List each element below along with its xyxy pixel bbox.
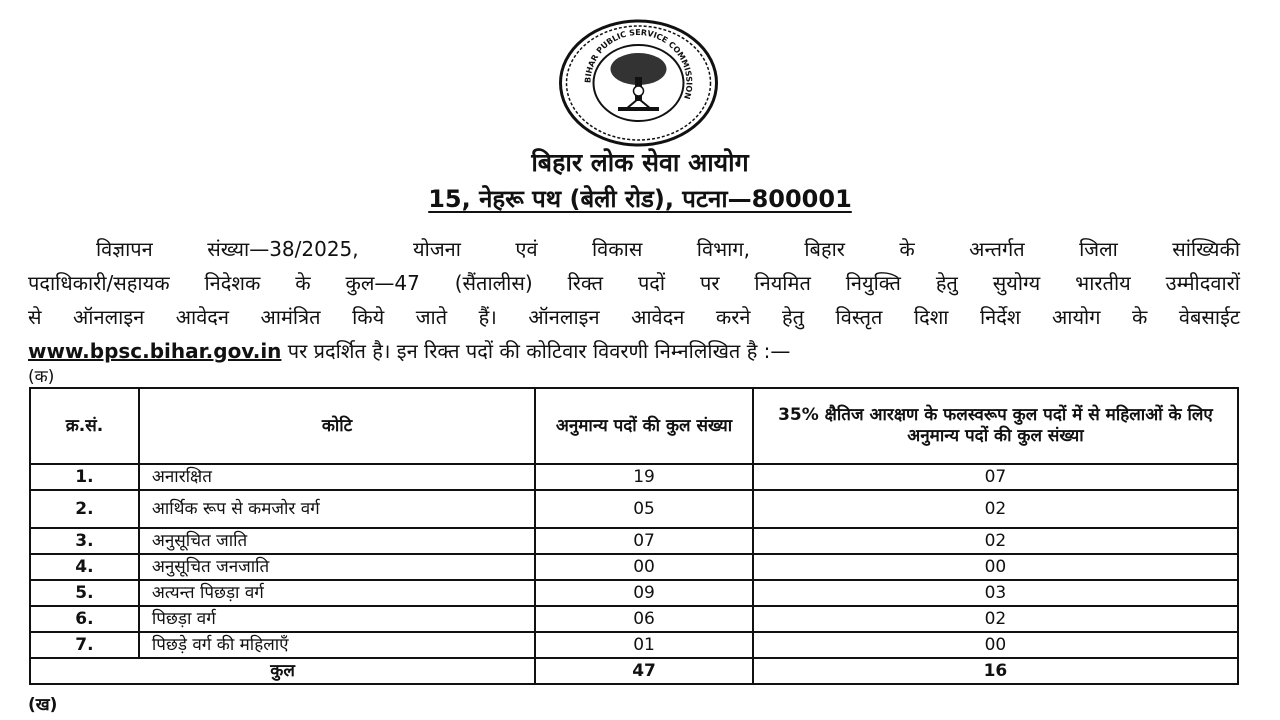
table-row bbox=[30, 464, 1238, 490]
organization-name: बिहार लोक सेवा आयोग bbox=[531, 148, 749, 177]
row-serial: 2. bbox=[30, 490, 139, 528]
row-total: 19 bbox=[535, 464, 753, 490]
advertisement-line-4-text: पर प्रदर्शित है। इन रिक्त पदों की कोटिवार विवरणी निम्नलिखित है :— bbox=[281, 339, 791, 363]
advertisement-paragraph bbox=[28, 232, 1240, 368]
row-serial: 3. bbox=[30, 528, 139, 554]
table-row bbox=[30, 554, 1238, 580]
total-label: कुल bbox=[30, 658, 535, 684]
section-b-label: (ख) bbox=[28, 695, 58, 715]
row-women: 07 bbox=[753, 464, 1238, 490]
row-women: 03 bbox=[753, 580, 1238, 606]
table-header-row bbox=[30, 388, 1238, 464]
table-row bbox=[30, 632, 1238, 658]
organization-address bbox=[0, 182, 1280, 216]
row-total: 01 bbox=[535, 632, 753, 658]
category-vacancy-table bbox=[29, 387, 1239, 685]
advertisement-line-2: पदाधिकारी/सहायक निदेशक के कुल—47 (सैंतालीस) रिक्त पदों पर नियमित नियुक्ति हेतु सुयोग्य भारतीय उम्मीदवारों bbox=[28, 271, 1240, 295]
row-total: 00 bbox=[535, 554, 753, 580]
row-category: अनुसूचित जनजाति bbox=[139, 554, 535, 580]
row-women: 00 bbox=[753, 632, 1238, 658]
advertisement-line-4 bbox=[28, 334, 1240, 368]
table-total-row bbox=[30, 658, 1238, 684]
table-row bbox=[30, 528, 1238, 554]
row-serial: 1. bbox=[30, 464, 139, 490]
advertisement-line-1: विज्ञापन संख्या—38/2025, योजना एवं विकास विभाग, बिहार के अन्तर्गत जिला सांख्यिकी bbox=[96, 237, 1240, 261]
row-total: 06 bbox=[535, 606, 753, 632]
row-women: 02 bbox=[753, 606, 1238, 632]
row-women: 02 bbox=[753, 490, 1238, 528]
advertisement-line-3: से ऑनलाइन आवेदन आमंत्रित किये जाते हैं। ऑनलाइन आवेदन करने हेतु विस्तृत दिशा निर्देश आयोग के वेबसाईट bbox=[28, 305, 1240, 329]
table-row bbox=[30, 606, 1238, 632]
header-women-posts: 35% क्षैतिज आरक्षण के फलस्वरूप कुल पदों में से महिलाओं के लिए अनुमान्य पदों की कुल संख्या bbox=[753, 388, 1238, 464]
row-total: 07 bbox=[535, 528, 753, 554]
row-category: पिछड़े वर्ग की महिलाएँ bbox=[139, 632, 535, 658]
row-serial: 4. bbox=[30, 554, 139, 580]
row-category: अनुसूचित जाति bbox=[139, 528, 535, 554]
header-serial: क्र.सं. bbox=[30, 388, 139, 464]
row-category: पिछड़ा वर्ग bbox=[139, 606, 535, 632]
row-total: 09 bbox=[535, 580, 753, 606]
total-posts: 47 bbox=[535, 658, 753, 684]
section-a-label: (क) bbox=[28, 367, 55, 387]
table-row bbox=[30, 580, 1238, 606]
bpsc-seal-icon bbox=[556, 19, 721, 147]
row-serial: 5. bbox=[30, 580, 139, 606]
row-women: 02 bbox=[753, 528, 1238, 554]
row-women: 00 bbox=[753, 554, 1238, 580]
row-category: अनारक्षित bbox=[139, 464, 535, 490]
seal-graphic bbox=[556, 19, 721, 147]
header-category: कोटि bbox=[139, 388, 535, 464]
address-text: 15, नेहरू पथ (बेली रोड), पटना—800001 bbox=[428, 185, 852, 213]
row-serial: 7. bbox=[30, 632, 139, 658]
website-link[interactable]: www.bpsc.bihar.gov.in bbox=[28, 339, 282, 363]
table-row bbox=[30, 490, 1238, 528]
row-category: आर्थिक रूप से कमजोर वर्ग bbox=[139, 490, 535, 528]
row-total: 05 bbox=[535, 490, 753, 528]
header-total-posts: अनुमान्य पदों की कुल संख्या bbox=[535, 388, 753, 464]
row-category: अत्यन्त पिछड़ा वर्ग bbox=[139, 580, 535, 606]
row-serial: 6. bbox=[30, 606, 139, 632]
total-women: 16 bbox=[753, 658, 1238, 684]
seal-text: BIHAR PUBLIC SERVICE COMMISSION bbox=[583, 27, 694, 101]
